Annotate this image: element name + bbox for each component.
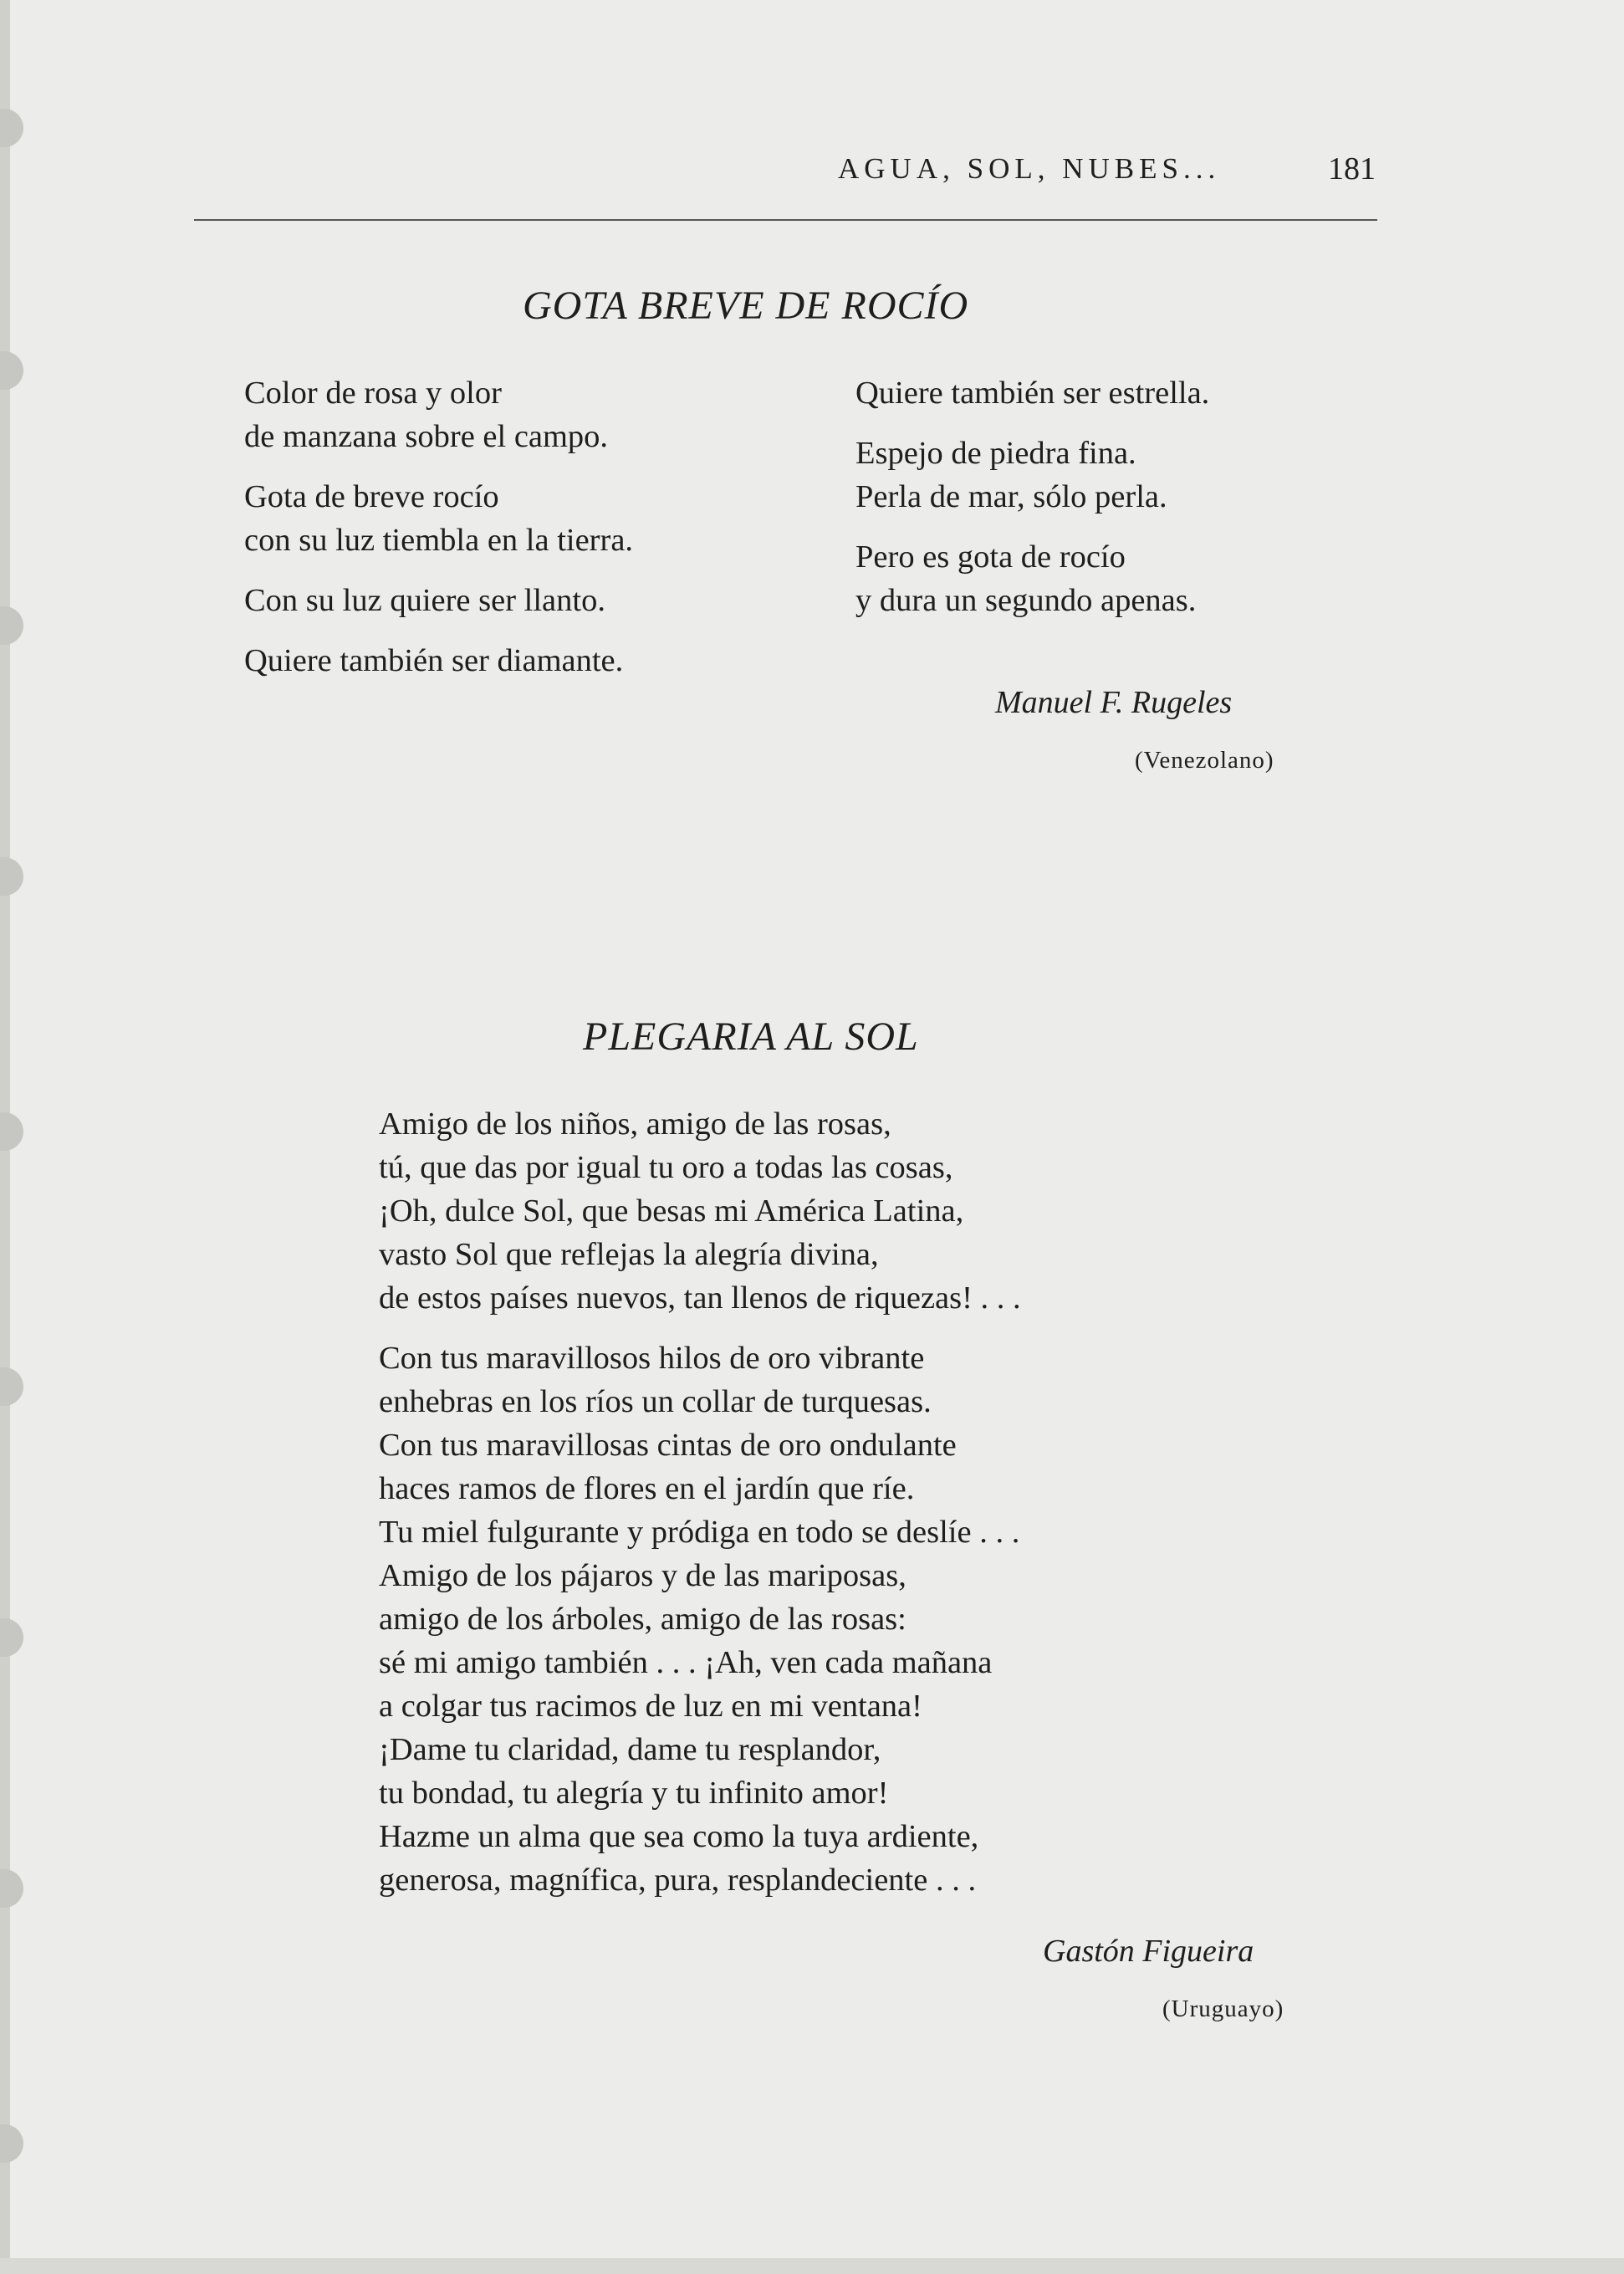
verse-line: Quiere también ser diamante.: [244, 643, 624, 678]
stanza: [244, 371, 633, 458]
verse-line: tú, que das por igual tu oro a todas las cosas,: [379, 1150, 953, 1185]
verse-line: Con su luz quiere ser llanto.: [244, 583, 605, 618]
stanza: [855, 535, 1209, 622]
stanza: [855, 371, 1209, 415]
verse-line: Con tus maravillosos hilos de oro vibrante: [379, 1341, 925, 1376]
poem-plegaria-author: Gastón Figueira: [1043, 1934, 1254, 1969]
verse-line: de manzana sobre el campo.: [244, 419, 609, 454]
punch-hole: [0, 1112, 23, 1151]
verse-line: haces ramos de flores en el jardín que ríe.: [379, 1471, 915, 1506]
verse-line: vasto Sol que reflejas la alegría divina,: [379, 1237, 879, 1272]
poem-title-gota: GOTA BREVE DE ROCÍO: [523, 284, 969, 328]
verse-line: Con tus maravillosas cintas de oro ondulante: [379, 1428, 957, 1463]
punch-hole: [0, 2124, 23, 2163]
stanza: [379, 1102, 1021, 1320]
verse-line: generosa, magnífica, pura, resplandeciente . . .: [379, 1863, 977, 1898]
verse-line: sé mi amigo también . . . ¡Ah, ven cada mañana: [379, 1645, 993, 1680]
verse-line: tu bondad, tu alegría y tu infinito amor!: [379, 1776, 889, 1811]
punch-hole: [0, 1367, 23, 1406]
poem-gota-author: Manuel F. Rugeles: [995, 685, 1233, 720]
stanza: [244, 475, 633, 562]
verse-line: Amigo de los niños, amigo de las rosas,: [379, 1106, 891, 1142]
verse-line: Pero es gota de rocío: [855, 539, 1126, 575]
verse-line: a colgar tus racimos de luz en mi ventana!: [379, 1689, 922, 1724]
poem-gota-nationality: (Venezolano): [1135, 747, 1274, 774]
verse-line: y dura un segundo apenas.: [855, 583, 1197, 618]
stanza: [379, 1336, 1021, 1902]
stanza: [244, 579, 633, 622]
punch-hole: [0, 1618, 23, 1657]
verse-line: Tu miel fulgurante y pródiga en todo se deslíe . . .: [379, 1515, 1020, 1550]
verse-line: Gota de breve rocío: [244, 479, 499, 514]
verse-line: Hazme un alma que sea como la tuya ardiente,: [379, 1819, 979, 1854]
page-bottom-edge: [0, 2258, 1624, 2274]
running-head: AGUA, SOL, NUBES...: [838, 152, 1221, 185]
verse-line: Espejo de piedra fina.: [855, 436, 1136, 471]
verse-line: Color de rosa y olor: [244, 376, 502, 411]
verse-line: enhebras en los ríos un collar de turquesas.: [379, 1384, 932, 1419]
page-number: 181: [1328, 151, 1376, 187]
verse-line: ¡Dame tu claridad, dame tu resplandor,: [379, 1732, 881, 1767]
poem-plegaria-nationality: (Uruguayo): [1162, 1995, 1284, 2022]
poem-plegaria-body: [379, 1102, 1021, 1919]
poem-gota-column-right: [855, 371, 1209, 639]
verse-line: de estos países nuevos, tan llenos de riquezas! . . .: [379, 1280, 1021, 1316]
stanza: [855, 432, 1209, 519]
header-rule: [194, 219, 1377, 221]
punch-hole: [0, 1869, 23, 1908]
poem-title-plegaria: PLEGARIA AL SOL: [583, 1014, 919, 1059]
verse-line: Amigo de los pájaros y de las mariposas,: [379, 1558, 906, 1593]
punch-hole: [0, 351, 23, 390]
verse-line: ¡Oh, dulce Sol, que besas mi América Latina,: [379, 1193, 964, 1229]
stanza: [244, 639, 633, 682]
punch-hole: [0, 109, 23, 147]
punch-hole: [0, 857, 23, 896]
verse-line: con su luz tiembla en la tierra.: [244, 523, 634, 558]
verse-line: Quiere también ser estrella.: [855, 376, 1210, 411]
verse-line: Perla de mar, sólo perla.: [855, 479, 1167, 514]
verse-line: amigo de los árboles, amigo de las rosas:: [379, 1602, 906, 1637]
poem-gota-column-left: [244, 371, 633, 699]
punch-hole: [0, 606, 23, 645]
